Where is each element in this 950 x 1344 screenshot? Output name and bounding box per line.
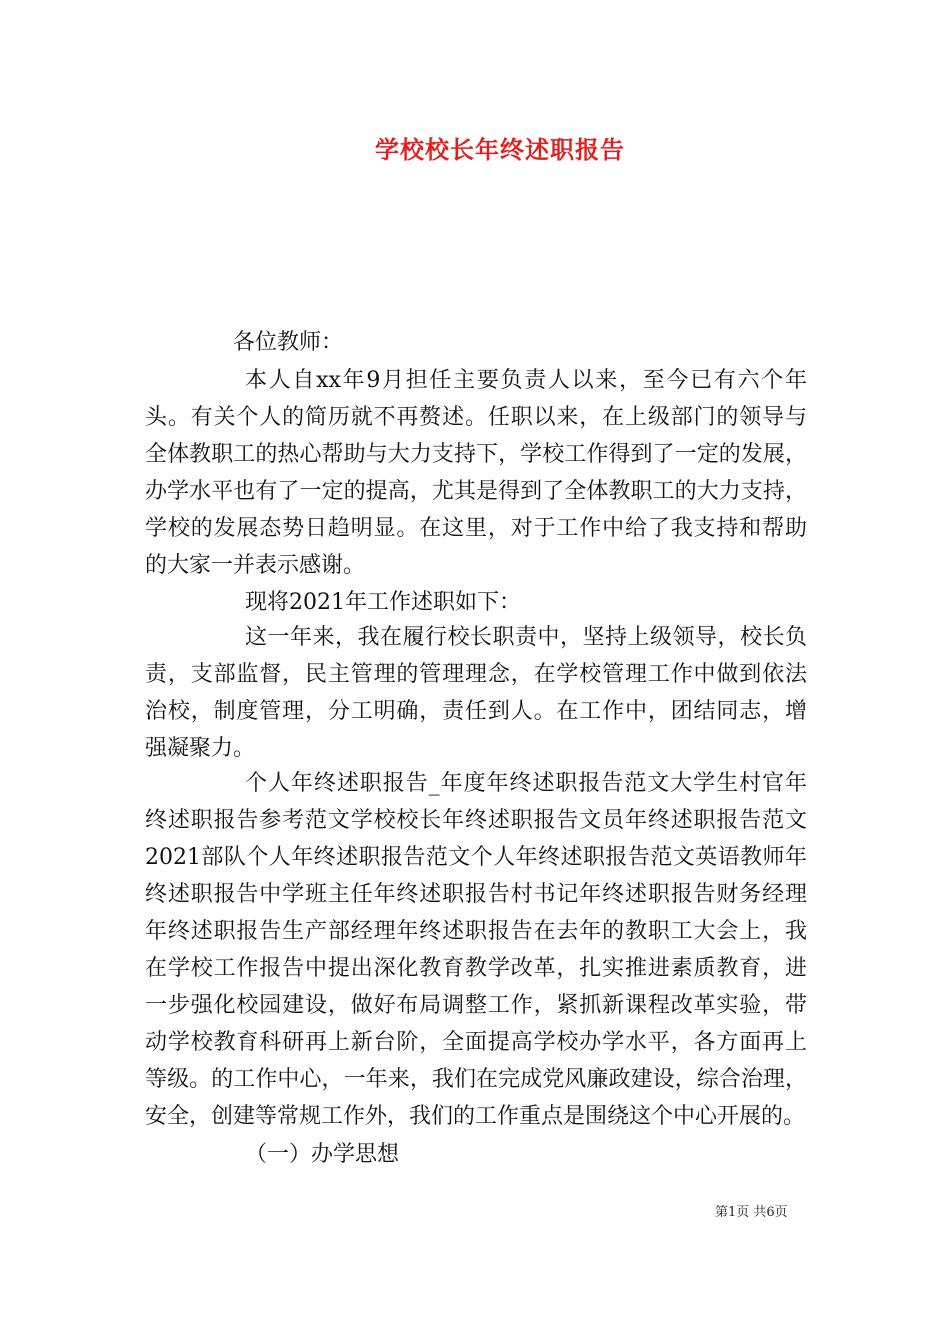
paragraph-line: 等级。的工作中心，一年来，我们在完成党风廉政建设，综合治理， bbox=[145, 1067, 807, 1092]
intro-line: 现将2021年工作述职如下： bbox=[245, 590, 521, 615]
paragraph-line: 头。有关个人的简历就不再赘述。任职以来，在上级部门的领导与 bbox=[145, 405, 807, 430]
paragraph-line: 动学校教育科研再上新台阶，全面提高学校办学水平，各方面再上 bbox=[145, 1030, 807, 1055]
page-footer: 第1页 共6页 bbox=[715, 1205, 788, 1220]
paragraph-line: 在学校工作报告中提出深化教育教学改革，扎实推进素质教育，进 bbox=[145, 956, 807, 981]
paragraph-line: 全体教职工的热心帮助与大力支持下，学校工作得到了一定的发展， bbox=[145, 442, 807, 467]
paragraph-line: 2021部队个人年终述职报告范文个人年终述职报告范文英语教师年 bbox=[145, 845, 807, 870]
paragraph-line: 办学水平也有了一定的提高，尤其是得到了全体教职工的大力支持， bbox=[145, 479, 807, 504]
paragraph-3 bbox=[145, 765, 807, 1135]
paragraph-line: 治校，制度管理，分工明确，责任到人。在工作中，团结同志，增 bbox=[145, 699, 807, 724]
paragraph-line: 责，支部监督，民主管理的管理理念，在学校管理工作中做到依法 bbox=[145, 662, 807, 687]
paragraph-line: 安全，创建等常规工作外，我们的工作重点是围绕这个中心开展的。 bbox=[145, 1104, 806, 1129]
salutation: 各位教师： bbox=[233, 330, 344, 355]
paragraph-line: 终述职报告参考范文学校校长年终述职报告文员年终述职报告范文 bbox=[145, 808, 807, 833]
section-heading: （一）办学思想 bbox=[245, 1142, 400, 1167]
paragraph-1 bbox=[145, 362, 807, 584]
paragraph-line: 强凝聚力。 bbox=[145, 736, 256, 761]
paragraph-line: 的大家一并表示感谢。 bbox=[145, 553, 366, 578]
paragraph-line: 一步强化校园建设，做好布局调整工作，紧抓新课程改革实验，带 bbox=[145, 993, 807, 1018]
document-title: 学校校长年终述职报告 bbox=[375, 135, 625, 164]
paragraph-2 bbox=[145, 619, 807, 767]
paragraph-line: 这一年来，我在履行校长职责中，坚持上级领导，校长负 bbox=[245, 625, 807, 650]
paragraph-line: 终述职报告中学班主任年终述职报告村书记年终述职报告财务经理 bbox=[145, 882, 807, 907]
paragraph-line: 个人年终述职报告_年度年终述职报告范文大学生村官年 bbox=[245, 771, 807, 796]
paragraph-line: 学校的发展态势日趋明显。在这里，对于工作中给了我支持和帮助 bbox=[145, 516, 807, 541]
paragraph-line: 本人自xx年9月担任主要负责人以来，至今已有六个年 bbox=[245, 368, 807, 393]
paragraph-line: 年终述职报告生产部经理年终述职报告在去年的教职工大会上，我 bbox=[145, 919, 807, 944]
